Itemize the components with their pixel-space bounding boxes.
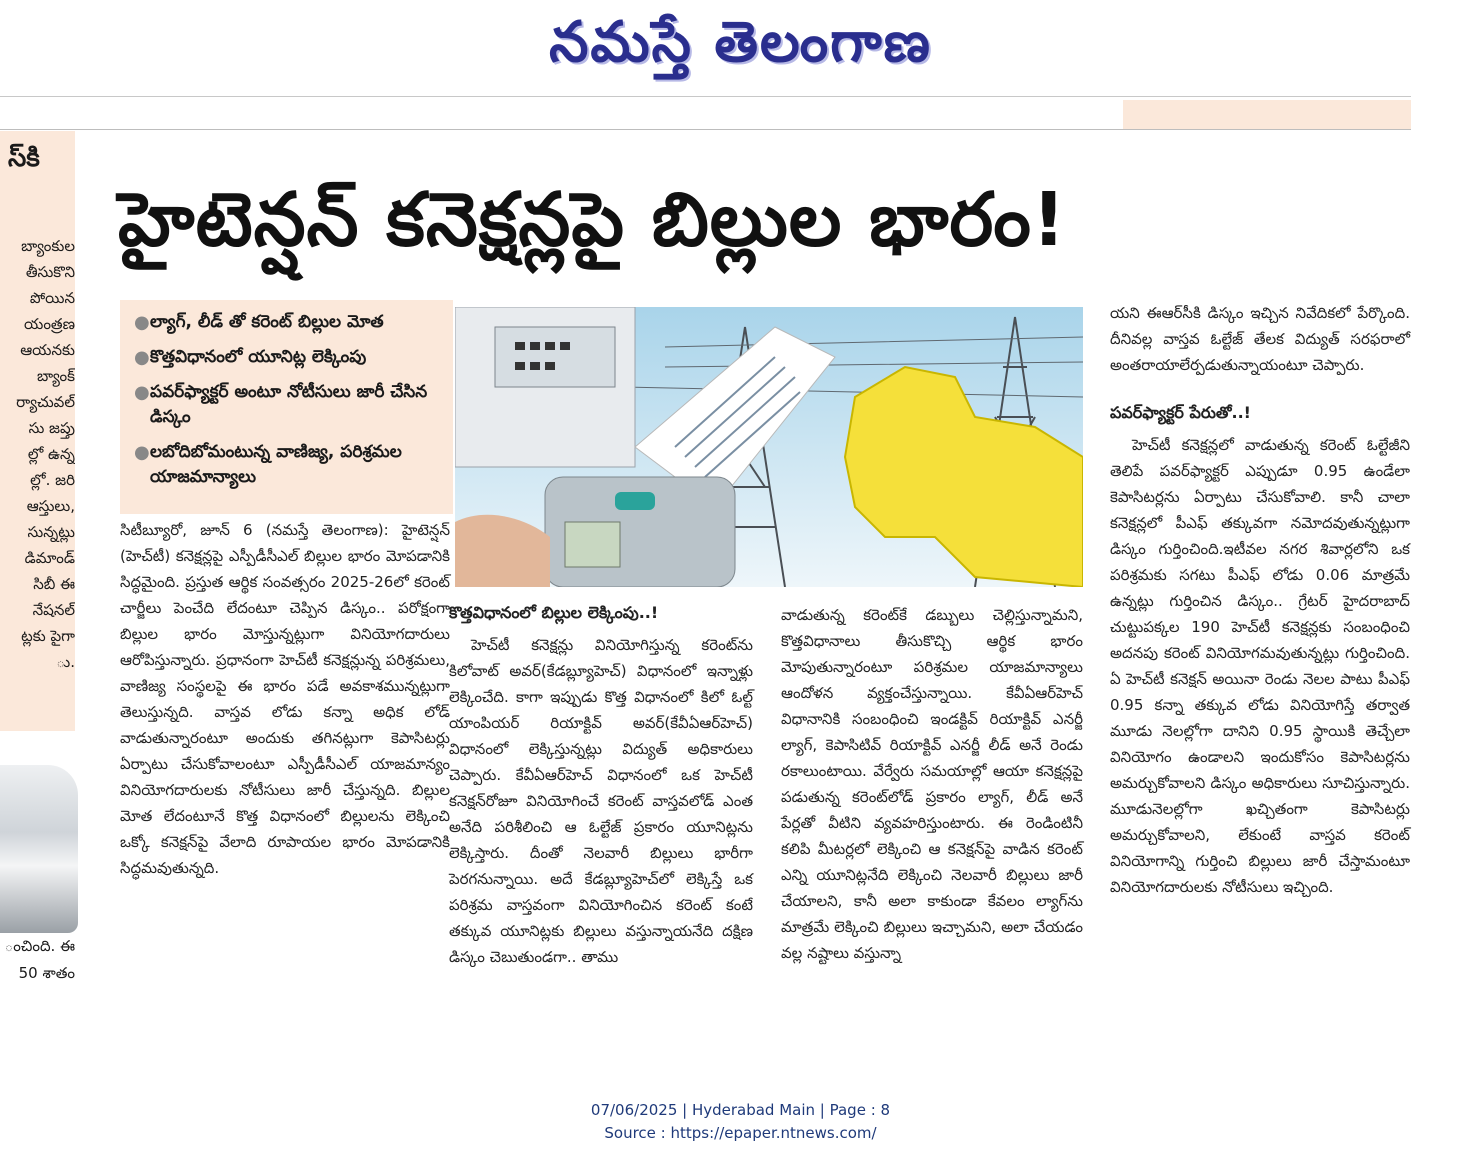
- adjacent-article-line: తీసుకొని: [25, 263, 75, 281]
- adjacent-article-line: డిమాండ్: [24, 549, 75, 567]
- footer-date-edition: 07/06/2025 | Hyderabad Main | Page : 8: [590, 1101, 891, 1119]
- article-body-text: హెచ్‌టీ కనెక్షన్లలో వాడుతున్న కరెంట్ ఓల్టేజీని తెలిపే పవర్‌ఫ్యాక్టర్ ఎప్పుడూ 0.95 ఉండేలా కెపాసిటర్లను ఏర్పాటు చేసుకోవాలి. కానీ చాలా కనెక్షన్లలో పీఎఫ్ తక్కువగా నమోదవుతున్నట్లుగా డిస్కం గుర్తించింది.ఇటీవల నగర శివార్లలోని ఒక పరిశ్రమకు సగటు పీఎఫ్ లోడు 0.06 మాత్రమే ఉన్నట్లు గుర్తించిన డిస్కం.. గ్రేటర్ హైదరాబాద్ చుట్టుపక్కల 190 హెచ్‌టీ కనెక్షన్లకు సంబంధించి అదనపు కరెంట్ వినియోగమవుతున్నట్లు గుర్తించింది. ఏ హెచ్‌టీ కనెక్షన్ అయినా రెండు నెలల పాటు పీఎఫ్ 0.95 కన్నా తక్కువ లోడు వినియోగిస్తే తర్వాత మూడు నెలల్లోగా దానిని 0.95 స్థాయికి తెచ్చేలా వినియోగం ఉండాలని ఇందుకోసం కెపాసిటర్లను అమర్చుకోవాలని డిస్కం అధికారులు సూచిస్తున్నారు. మూడునెలల్లోగా ఖచ్చితంగా కెపాసిటర్లు అమర్చుకోవాలని, లేకుంటే వాస్తవ కరెంట్ వినియోగాన్ని గుర్తించి బిల్లులు జారీ చేస్తామంటూ వినియోగదారులకు నోటీసులు ఇచ్చింది.: [1110, 436, 1410, 896]
- car-advertisement-image: [0, 765, 78, 933]
- adjacent-article-line: సున్నట్లు: [27, 523, 75, 541]
- highlight-item: [134, 310, 443, 335]
- adjacent-article-line: ర్యాచువల్: [16, 393, 75, 411]
- masthead-rule: [0, 96, 1411, 97]
- adjacent-bottom-line-2: 50 శాతం: [18, 964, 75, 982]
- adjacent-article-line: ు.: [56, 653, 75, 671]
- newspaper-masthead: నమస్తే తెలంగాణ: [549, 9, 932, 75]
- article-body-text: వాడుతున్న కరెంట్‌కే డబ్బులు చెల్లిస్తున్నామని, కొత్తవిధానాలు తీసుకొచ్చి ఆర్థిక భారం మోపుతున్నారంటూ పరిశ్రమల యాజమాన్యాలు ఆందోళన వ్యక్తంచేస్తున్నాయి. కేవీఏఆర్‌హెచ్ విధానానికి సంబంధించి ఇండక్టివ్ రియాక్టివ్ ఎనర్జీ ల్యాగ్, కెపాసిటివ్ రియాక్టివ్ ఎనర్జీ లీడ్ అనే రెండు రకాలుంటాయి. వేర్వేరు సమయాల్లో ఆయా కనెక్షన్లపై పడుతున్న కరెంట్‌లోడ్ ప్రకారం ల్యాగ్, లీడ్ అనే పేర్లతో వీటిని వ్యవహరిస్తుంటారు. ఈ రెండింటినీ కలిపి మీటర్లలో లెక్కించి ఆ కనెక్షన్‌పై వాడిన కరెంట్ ఎన్ని యూనిట్లనేది లెక్కించి నెలవారీ బిల్లులు జారీ చేయాలని, కానీ అలా కాకుండా కేవలం ల్యాగ్‌ను మాత్రమే లెక్కించి బిల్లులు ఇచ్చామని, అలా చేయడం వల్ల నష్టాలు వస్తున్నా: [781, 606, 1083, 962]
- article-headline: హైటెన్షన్ కనెక్షన్లపై బిల్లుల భారం!: [118, 177, 1067, 263]
- article-column-2: [449, 600, 753, 970]
- article-column-3: [781, 602, 1083, 966]
- article-column-1: [120, 517, 450, 881]
- bullet-icon: ●: [134, 382, 150, 403]
- top-right-box: [1123, 100, 1411, 130]
- adjacent-article-strip: [0, 131, 75, 731]
- photo-illustration: [455, 307, 1083, 587]
- article-subheading: కొత్తవిధానంలో బిల్లుల లెక్కింపు..!: [449, 603, 659, 622]
- adjacent-article-line: సు జప్తు: [28, 419, 75, 437]
- adjacent-article-line: ట్లకు పైగా: [21, 627, 75, 645]
- highlights-box: [120, 300, 453, 514]
- article-subheading: పవర్‌ఫ్యాక్టర్ పేరుతో..!: [1110, 403, 1251, 422]
- article-body-text: సిటీబ్యూరో, జూన్ 6 (నమస్తే తెలంగాణ): హైటెన్షన్ (హెచ్‌టీ) కనెక్షన్లపై ఎస్పీడీసీఎల్ బిల్లుల భారం మోపడానికి సిద్ధమైంది. ప్రస్తుత ఆర్థిక సంవత్సరం 2025-26లో కరెంట్ చార్జీలు పెంచేది లేదంటూ చెప్పిన డిస్కం.. పరోక్షంగా బిల్లుల భారం మోస్తున్నట్లుగా వినియోగదారులు ఆరోపిస్తున్నారు. ప్రధానంగా హెచ్‌టీ కనెక్షన్లున్న పరిశ్రమలు, వాణిజ్య సంస్థలపై ఈ భారం పడే అవకాశమున్నట్లుగా తెలుస్తున్నది. వాస్తవ లోడు కన్నా అధిక లోడ్ వాడుతున్నారంటూ అందుకు తగినట్లుగా కెపాసిటర్లు ఏర్పాటు చేసుకోవాలంటూ ఎస్పీడీసీఎల్ యాజమాన్యం వినియోగదారులకు నోటీసులు జారీ చేస్తున్నది. బిల్లుల మోత లేదంటూనే కొత్త విధానంలో బిల్లులను లెక్కించి ఒక్కో కనెక్షన్‌పై వేలాది రూపాయల భారం మోపడానికి సిద్ధమవుతున్నది.: [120, 521, 450, 877]
- highlight-item: [134, 440, 443, 490]
- adjacent-article-line: యంత్రణ: [24, 315, 75, 333]
- article-body-text: యని ఈఆర్‌సీకి డిస్కం ఇచ్చిన నివేదికలో పేర్కొంది. దీనివల్ల వాస్తవ ఓల్టేజ్ తేలక విద్యుత్ సరఫరాలో అంతరాయాలేర్పడుతున్నాయంటూ చెప్పారు.: [1110, 304, 1410, 374]
- adjacent-article-line: ఆస్తులు,: [26, 497, 75, 515]
- adjacent-article-line: ఆయనకు: [20, 341, 75, 359]
- highlight-text: ల్యాగ్, లీడ్ తో కరెంట్ బిల్లుల మోత: [150, 312, 384, 332]
- bullet-icon: ●: [134, 347, 150, 368]
- adjacent-article-line: బ్యాంకుల: [21, 237, 75, 255]
- footer-source-link[interactable]: Source : https://epaper.ntnews.com/: [604, 1124, 877, 1142]
- highlight-item: [134, 380, 443, 430]
- adjacent-article-line: ల్లో. జరి: [30, 471, 75, 489]
- adjacent-article-line: నేషనల్: [32, 601, 75, 619]
- adjacent-article-heading: స్‌కి: [8, 143, 40, 173]
- article-column-4: [1110, 300, 1410, 900]
- bullet-icon: ●: [134, 442, 150, 463]
- bullet-icon: ●: [134, 312, 150, 333]
- article-body-text: హెచ్‌టీ కనెక్షన్లు వినియోగిస్తున్న కరెంట్‌ను కిలోవాట్ అవర్(కేడబ్ల్యూహెచ్) విధానంలో ఇన్నాళ్లు లెక్కించేది. కాగా ఇప్పుడు కొత్త విధానంలో కిలో ఓల్ట్ యాంపియర్ రియాక్టివ్ అవర్(కేవీఏఆర్‌హెచ్) విధానంలో లెక్కిస్తున్నట్లు విద్యుత్ అధికారులు చెప్పారు. కేవీఏఆర్‌హెచ్ విధానంలో ఒక హెచ్‌టీ కనెక్షన్‌రోజూ వినియోగించే కరెంట్ వాస్తవలోడ్ ఎంత అనేది పరిశీలించి ఆ ఓల్టేజ్ ప్రకారం యూనిట్లను లెక్కిస్తారు. దీంతో నెలవారీ బిల్లులు భారీగా పెరగనున్నాయి. అదే కేడబ్ల్యూహెచ్‌లో లెక్కిస్తే ఒక పరిశ్రమ వాస్తవంగా వినియోగించిన కరెంట్ కంటే తక్కువ యూనిట్లకు బిల్లులు వస్తున్నాయనేది దక్షిణ డిస్కం చెబుతుండగా.. తాము: [449, 636, 753, 966]
- section-rule: [0, 129, 1411, 130]
- adjacent-article-line: పోయిన: [29, 289, 75, 307]
- adjacent-bottom-line-1: ంచింది. ఈ: [4, 937, 75, 955]
- highlight-text: పవర్‌ఫ్యాక్టర్ అంటూ నోటీసులు జారీ చేసిన డిస్కం: [150, 382, 428, 427]
- highlight-text: కొత్తవిధానంలో యూనిట్ల లెక్కింపు: [150, 347, 367, 367]
- highlight-text: లబోదిబోమంటున్న వాణిజ్య, పరిశ్రమల యాజమాన్యాలు: [150, 442, 402, 487]
- adjacent-article-line: ల్లో ఉన్న: [27, 445, 75, 463]
- article-photo: [455, 307, 1083, 587]
- highlight-item: [134, 345, 443, 370]
- adjacent-article-line: సిబీ ఈ: [33, 575, 75, 593]
- adjacent-article-line: బ్యాంక్: [36, 367, 75, 385]
